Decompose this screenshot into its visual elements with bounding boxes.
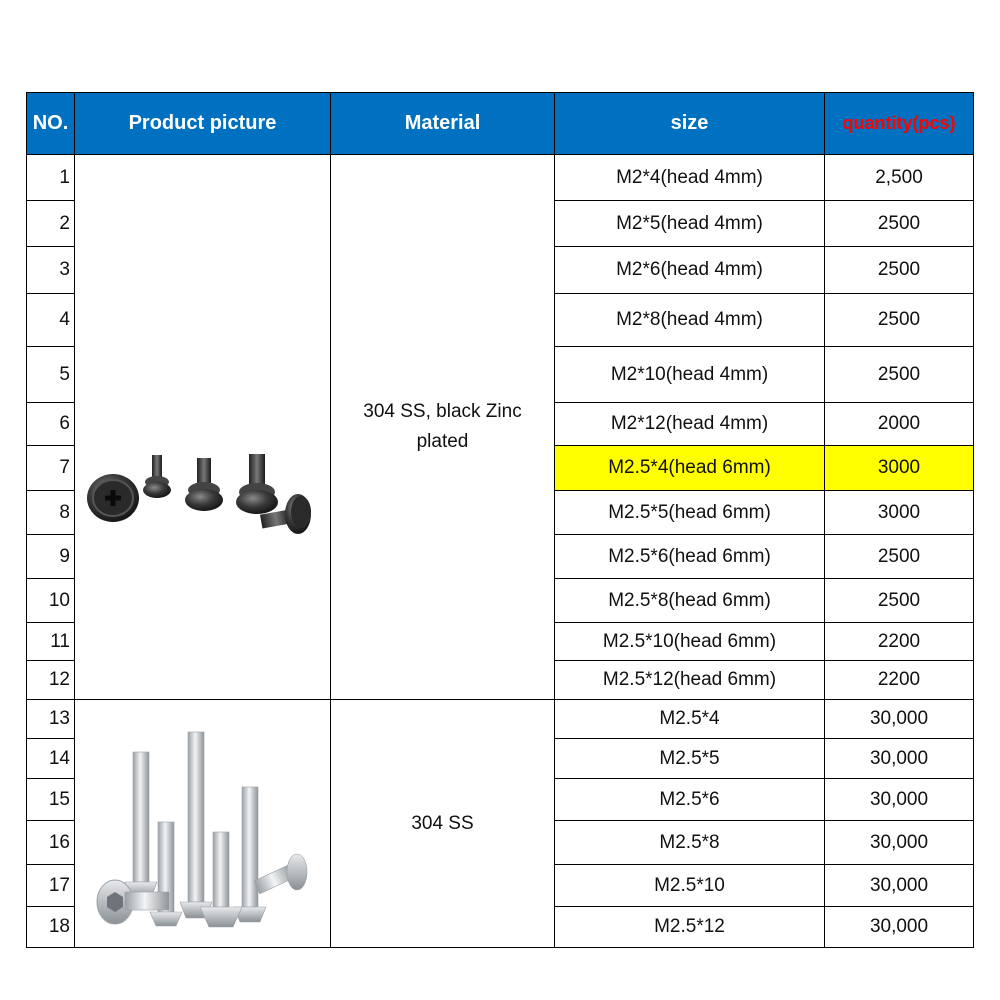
size-cell: M2*6(head 4mm) — [555, 247, 825, 294]
quantity-cell: 3000 — [825, 491, 974, 535]
row-number: 8 — [27, 491, 75, 535]
quantity-cell: 2500 — [825, 579, 974, 623]
row-number: 16 — [27, 821, 75, 865]
size-cell: M2*8(head 4mm) — [555, 294, 825, 347]
quantity-cell: 2500 — [825, 294, 974, 347]
material-cell: 304 SS, black Zinc plated — [331, 155, 555, 700]
quantity-cell: 30,000 — [825, 907, 974, 948]
row-number: 12 — [27, 661, 75, 700]
row-number: 13 — [27, 700, 75, 739]
size-cell: M2.5*8 — [555, 821, 825, 865]
row-number: 4 — [27, 294, 75, 347]
size-cell: M2.5*10(head 6mm) — [555, 623, 825, 661]
quantity-cell: 2500 — [825, 247, 974, 294]
row-number: 3 — [27, 247, 75, 294]
quantity-cell: 30,000 — [825, 700, 974, 739]
row-number: 14 — [27, 739, 75, 779]
table-row — [27, 155, 974, 201]
quantity-cell: 2200 — [825, 661, 974, 700]
size-cell: M2.5*10 — [555, 865, 825, 907]
quantity-cell: 2,500 — [825, 155, 974, 201]
row-number: 10 — [27, 579, 75, 623]
size-cell: M2*5(head 4mm) — [555, 201, 825, 247]
material-cell: 304 SS — [331, 700, 555, 948]
header-product-picture: Product picture — [75, 93, 331, 155]
row-number: 2 — [27, 201, 75, 247]
black-zinc-screws-icon — [83, 450, 313, 550]
header-row — [27, 93, 974, 155]
size-cell: M2.5*5(head 6mm) — [555, 491, 825, 535]
row-number: 11 — [27, 623, 75, 661]
quantity-cell: 30,000 — [825, 865, 974, 907]
quantity-cell: 2500 — [825, 201, 974, 247]
size-cell: M2*10(head 4mm) — [555, 347, 825, 403]
product-picture-cell — [75, 155, 331, 700]
size-cell: M2.5*8(head 6mm) — [555, 579, 825, 623]
header-quantity: quantity(pcs) — [825, 93, 974, 155]
row-number: 1 — [27, 155, 75, 201]
header-material: Material — [331, 93, 555, 155]
header-size: size — [555, 93, 825, 155]
quantity-cell: 30,000 — [825, 779, 974, 821]
row-number: 18 — [27, 907, 75, 948]
row-number: 6 — [27, 403, 75, 446]
header-no: NO. — [27, 93, 75, 155]
size-cell: M2*12(head 4mm) — [555, 403, 825, 446]
quantity-cell: 2500 — [825, 535, 974, 579]
product-spec-table — [26, 92, 974, 948]
size-cell: M2.5*5 — [555, 739, 825, 779]
row-number: 7 — [27, 446, 75, 491]
quantity-cell: 3000 — [825, 446, 974, 491]
size-cell: M2.5*4(head 6mm) — [555, 446, 825, 491]
row-number: 17 — [27, 865, 75, 907]
size-cell: M2.5*6 — [555, 779, 825, 821]
row-number: 15 — [27, 779, 75, 821]
size-cell: M2.5*12 — [555, 907, 825, 948]
product-picture-cell — [75, 700, 331, 948]
quantity-cell: 2200 — [825, 623, 974, 661]
stainless-countersunk-screws-icon — [95, 712, 315, 942]
size-cell: M2.5*4 — [555, 700, 825, 739]
row-number: 9 — [27, 535, 75, 579]
quantity-cell: 2500 — [825, 347, 974, 403]
size-cell: M2.5*6(head 6mm) — [555, 535, 825, 579]
size-cell: M2.5*12(head 6mm) — [555, 661, 825, 700]
quantity-cell: 30,000 — [825, 739, 974, 779]
table-row — [27, 700, 974, 739]
row-number: 5 — [27, 347, 75, 403]
size-cell: M2*4(head 4mm) — [555, 155, 825, 201]
quantity-cell: 30,000 — [825, 821, 974, 865]
quantity-cell: 2000 — [825, 403, 974, 446]
